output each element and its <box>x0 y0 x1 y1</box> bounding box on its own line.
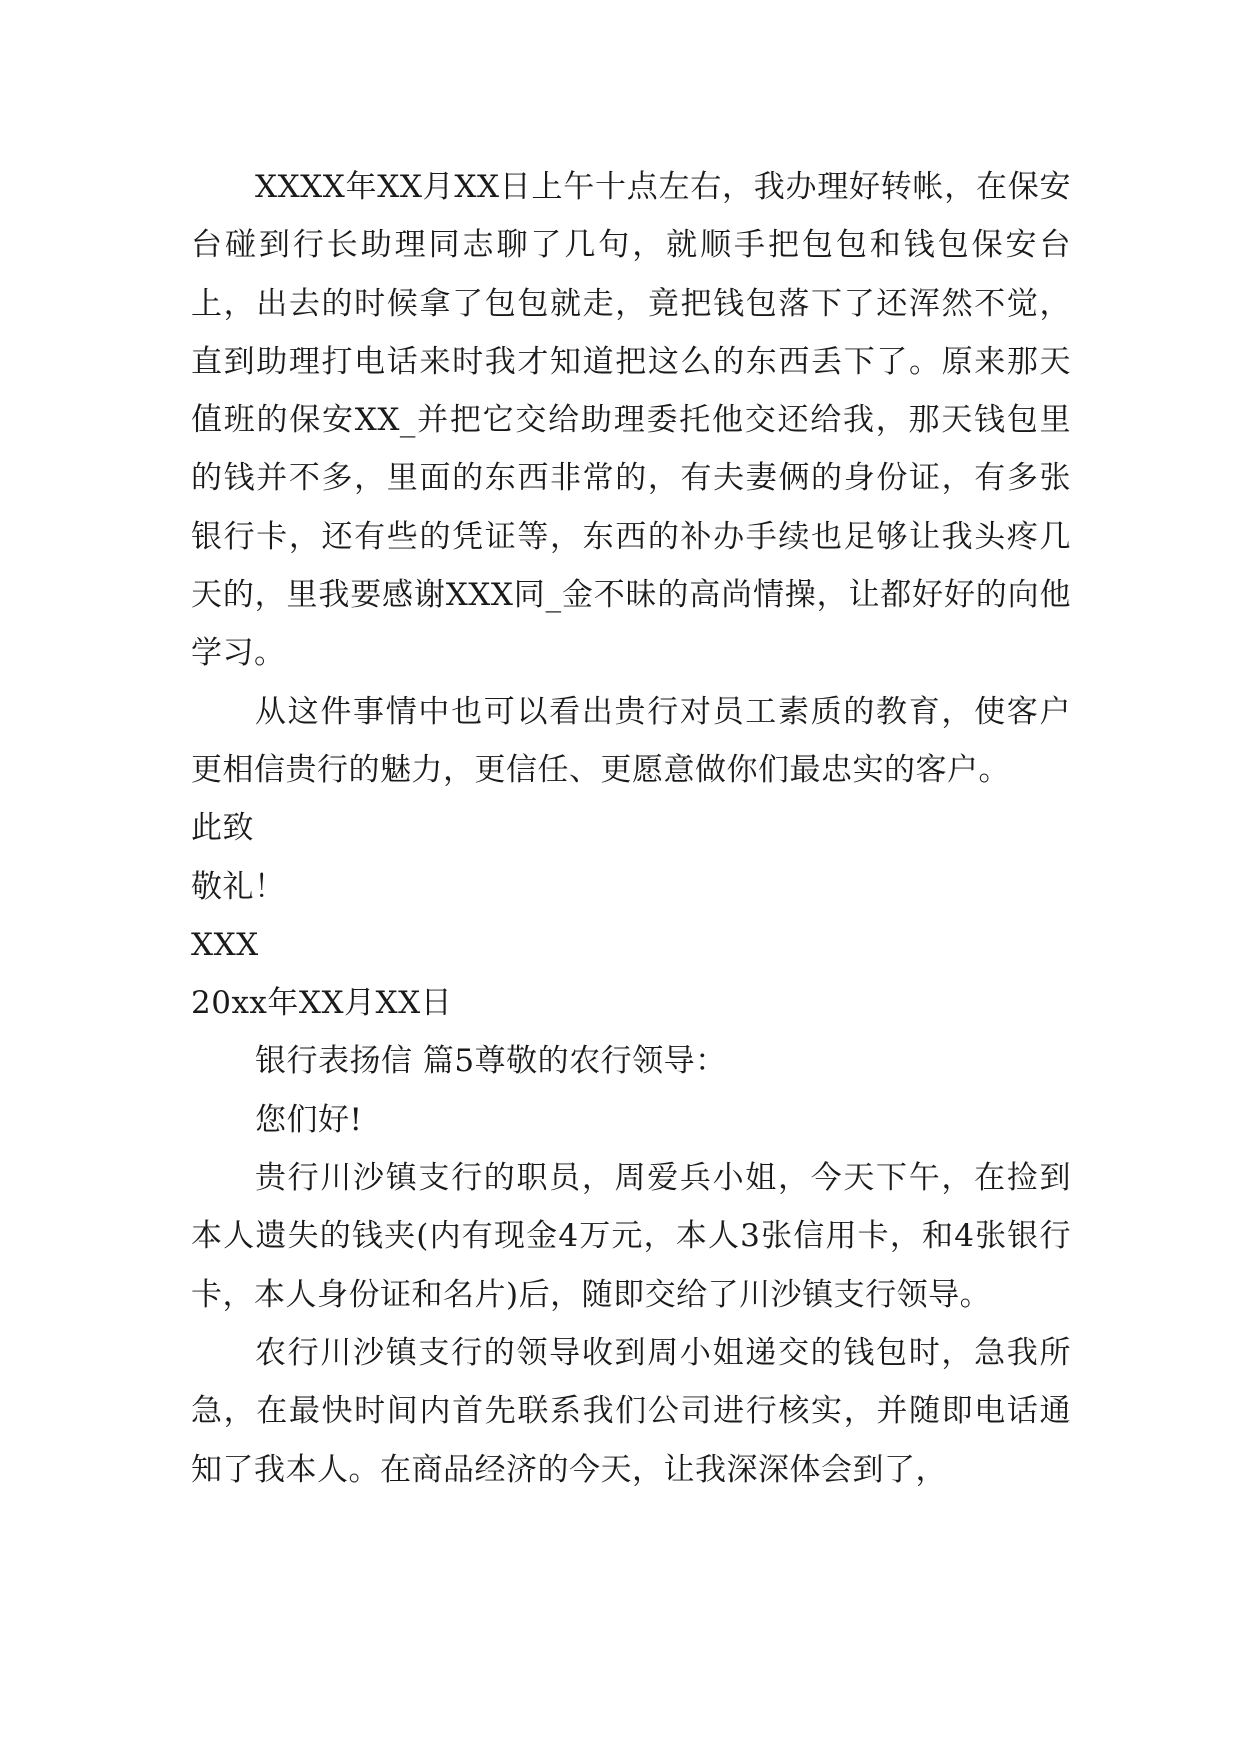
signature: XXX <box>191 926 259 963</box>
paragraph-lost-wallet: XXXX年XX月XX日上午十点左右，我办理好转帐，在保安台碰到行长助理同志聊了几句，就顺手把包包和钱包保安台上，出去的时候拿了包包就走，竟把钱包落下了还浑然不觉，直到助理打电话来时我才知道把这么的东西丢下了。原来那天值班的保安XX_并把它交给助理委托他交还给我，那天钱包里的钱并不多，里面的东西非常的，有夫妻俩的身份证，有多张银行卡，还有些的凭证等，东西的补办手续也足够让我头疼几天的，里我要感谢XXX同_金不昧的高尚情操，让都好好的向他学习。 <box>191 169 1071 672</box>
closing-cizhi: 此致 <box>191 810 254 847</box>
letter-heading: 银行表扬信 篇5尊敬的农行领导： <box>255 1043 727 1080</box>
paragraph-bank-praise: 从这件事情中也可以看出贵行对员工素质的教育，使客户更相信贵行的魅力，更信任、更愿意做你们最忠实的客户。 <box>191 693 1071 788</box>
closing-jingli: 敬礼！ <box>191 868 286 905</box>
letter-date: 20xx年XX月XX日 <box>191 985 453 1022</box>
paragraph-employee-found: 贵行川沙镇支行的职员，周爱兵小姐，今天下午，在捡到本人遗失的钱夹(内有现金4万元，本人3张信用卡，和4张银行卡，本人身份证和名片)后，随即交给了川沙镇支行领导。 <box>191 1160 1071 1313</box>
document-body <box>191 158 1071 1499</box>
greeting: 您们好! <box>255 1101 363 1138</box>
paragraph-leadership-response: 农行川沙镇支行的领导收到周小姐递交的钱包时，急我所急，在最快时间内首先联系我们公司进行核实，并随即电话通知了我本人。在商品经济的今天，让我深深体会到了， <box>191 1334 1071 1488</box>
